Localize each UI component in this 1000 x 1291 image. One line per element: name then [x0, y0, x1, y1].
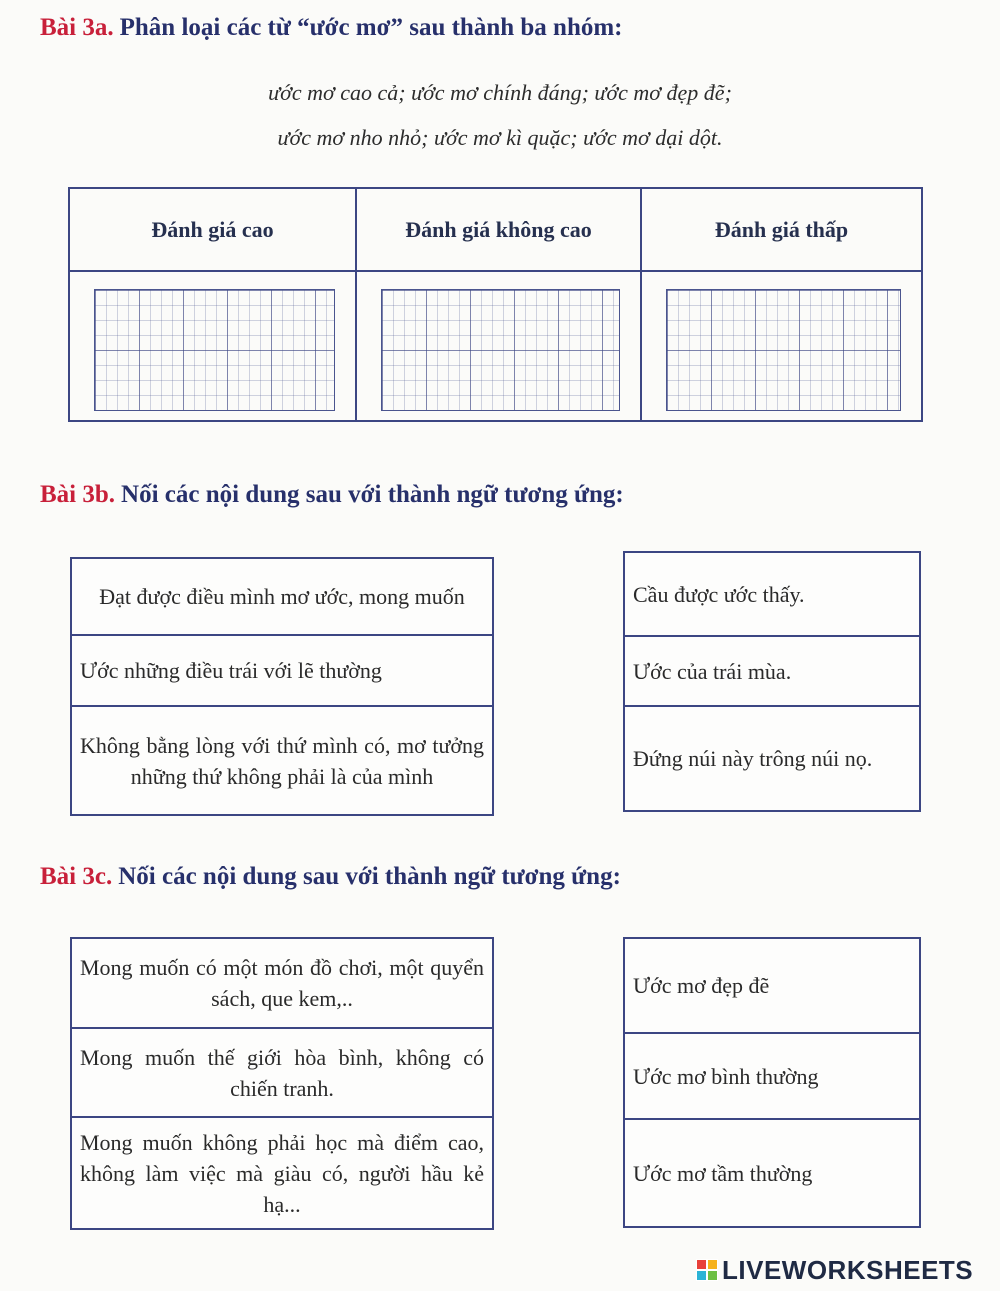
column-header: Đánh giá cao — [70, 189, 355, 272]
logo-icon — [696, 1259, 718, 1281]
exercise-3b-heading — [40, 481, 624, 509]
ex3b-right-item-2[interactable]: Ước của trái mùa. — [625, 635, 919, 705]
ex3c-left-item-3[interactable]: Mong muốn không phải học mà điểm cao, không làm việc mà giàu có, người hầu kẻ hạ... — [72, 1116, 492, 1228]
column-not-high-rating — [355, 189, 640, 420]
column-header: Đánh giá thấp — [642, 189, 921, 272]
classification-table — [68, 187, 923, 422]
ex3c-left-item-1[interactable]: Mong muốn có một món đồ chơi, một quyển sách, que kem,.. — [80, 955, 484, 1011]
column-high-rating — [70, 189, 355, 420]
exercise-3c-title: Nối các nội dung sau với thành ngữ tương ứng: — [118, 863, 621, 890]
ex3b-right-column — [623, 551, 921, 812]
exercise-3c-heading — [40, 863, 621, 891]
ex3b-left-column — [70, 557, 494, 816]
exercise-3b-title: Nối các nội dung sau với thành ngữ tương ứng: — [121, 481, 624, 508]
logo-text: LIVEWORKSHEETS — [722, 1254, 974, 1285]
column-low-rating — [640, 189, 921, 420]
liveworksheets-logo — [696, 1253, 973, 1287]
word-list-line-1: ước mơ cao cả; ước mơ chính đáng; ước mơ đẹp đẽ; — [268, 80, 732, 105]
ex3b-left-item-2[interactable]: Ước những điều trái với lẽ thường — [72, 634, 492, 705]
writing-grid-input[interactable] — [666, 289, 901, 411]
ex3b-right-item-1[interactable]: Cầu được ước thấy. — [633, 581, 805, 607]
exercise-3a-heading — [40, 14, 623, 42]
ex3c-right-column — [623, 937, 921, 1228]
column-header: Đánh giá không cao — [357, 189, 640, 272]
ex3c-right-item-1[interactable]: Ước mơ đẹp đẽ — [633, 973, 770, 998]
exercise-3a-number: Bài 3a. — [40, 14, 114, 41]
writing-grid-input[interactable] — [381, 289, 620, 411]
exercise-3a-title: Phân loại các từ “ước mơ” sau thành ba nhóm: — [119, 14, 623, 41]
ex3b-left-item-3[interactable]: Không bằng lòng với thứ mình có, mơ tưởng những thứ không phải là của mình — [72, 705, 492, 814]
writing-grid-input[interactable] — [94, 289, 335, 411]
exercise-3b-number: Bài 3b. — [40, 481, 116, 508]
exercise-3c-number: Bài 3c. — [40, 863, 113, 890]
ex3b-right-item-3[interactable]: Đứng núi này trông núi nọ. — [625, 705, 919, 810]
word-list-line-2: ước mơ nho nhỏ; ước mơ kì quặc; ước mơ dại dột. — [277, 125, 723, 150]
ex3b-left-item-1[interactable]: Đạt được điều mình mơ ước, mong muốn — [99, 584, 465, 609]
ex3c-right-item-3[interactable]: Ước mơ tầm thường — [625, 1118, 919, 1226]
ex3c-left-item-2[interactable]: Mong muốn thế giới hòa bình, không có chiến tranh. — [72, 1027, 492, 1116]
ex3c-right-item-2[interactable]: Ước mơ bình thường — [625, 1032, 919, 1118]
ex3c-left-column — [70, 937, 494, 1230]
